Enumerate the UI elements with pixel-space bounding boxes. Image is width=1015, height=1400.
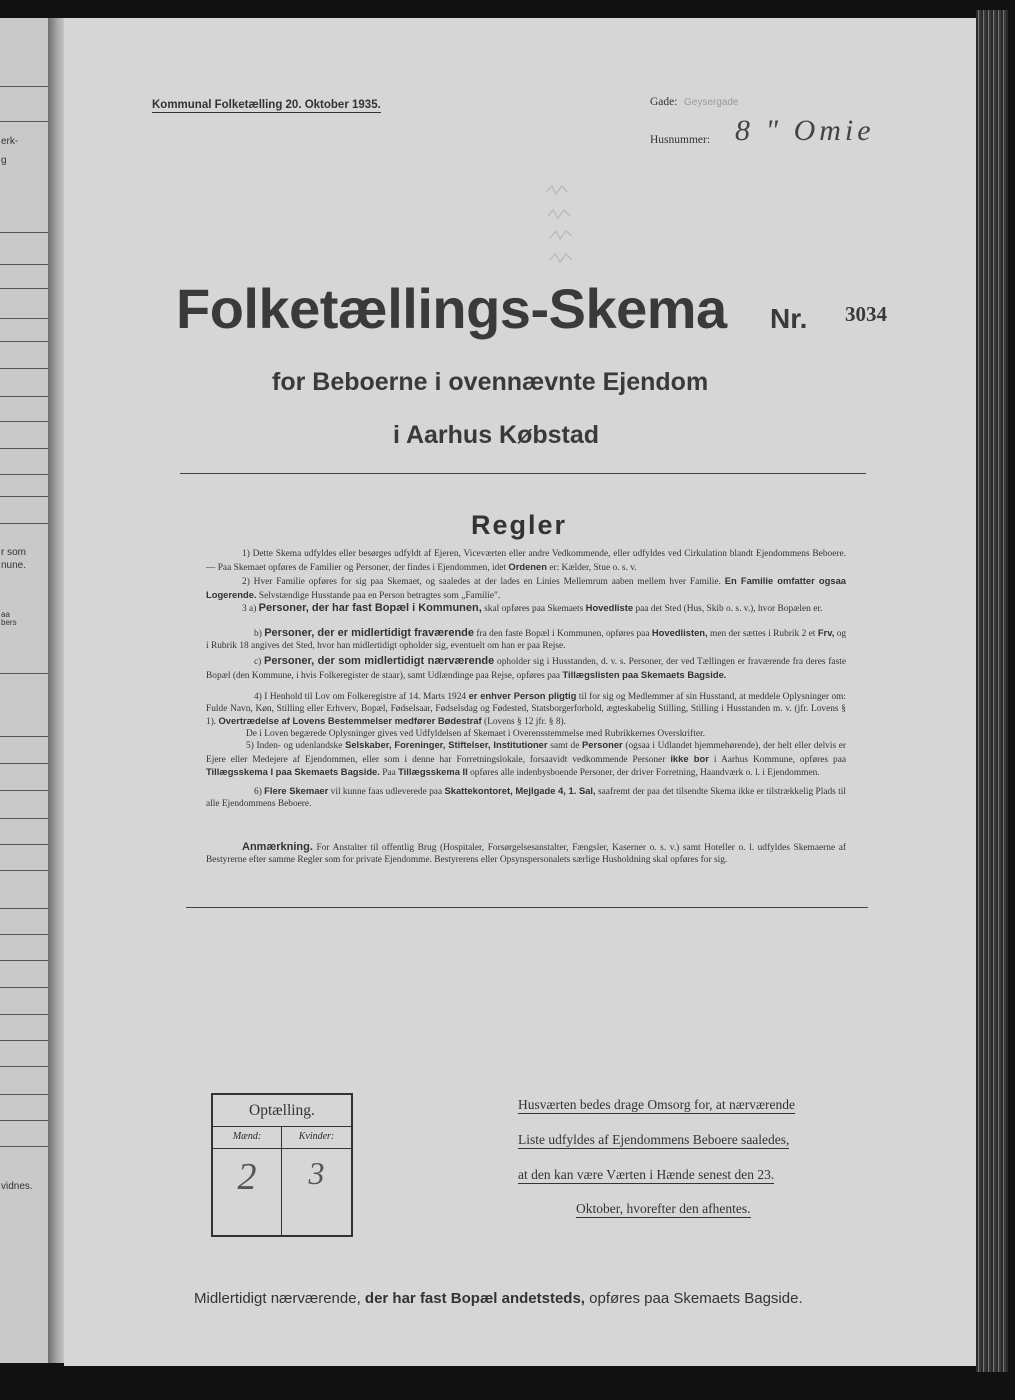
rule-paragraph-5: 5) Inden- og udenlandske Selskaber, Foreninger, Stiftelser, Institutioner samt de Personer (ogsaa i Udlandet hjemmehørende), der helt eller delvis er Ejere eller Medejere af Ejendommen, eller som i denne har Forretningslokale, forsaavidt vedkommende Personer ikke bor i Aarhus Kommune, opføres paa Tillægsskema I paa Skemaets Bagside. Paa Tillægsskema II opføres alle indenbysboende Personer, der driver Forretning, Haandværk o. l. i Ejendommen.	[206, 739, 847, 778]
left-fragment: nune.	[1, 560, 27, 571]
men-label: Mænd:	[213, 1126, 281, 1149]
census-title: Kommunal Folketælling 20. Oktober 1935.	[152, 99, 381, 111]
street-value: Geysergade	[684, 97, 739, 108]
house-number-value: 8 " Omie	[735, 114, 875, 147]
landlord-note-line: Husværten bedes drage Omsorg for, at nærværende	[518, 1097, 796, 1112]
rule-paragraph-3a: 3 a) Personer, der har fast Bopæl i Kommunen, skal opføres paa Skemaets Hovedliste paa det Sted (Hus, Skib o. s. v.), hvor Bopælen er.	[242, 602, 823, 614]
left-fragment: g	[1, 155, 7, 166]
page-stack-edge	[976, 10, 1008, 1372]
form-number-value: 3034	[845, 302, 887, 326]
left-fragment: bers	[1, 618, 17, 627]
faint-pencil-marks	[538, 180, 588, 289]
rule-paragraph-1: 1) Dette Skema udfyldes eller besørges udfyldt af Ejeren, Viceværten eller andre Vedkommende, eller udfyldes ved Cirkulation blandt Ejendommens Beboere. — Paa Skemaet opføres de Familier og Personer, der findes i Ejendommen, idet Ordenen er: Kælder, Stue o. s. v.	[206, 549, 846, 573]
form-title: Folketællings-Skema	[176, 277, 727, 340]
left-page-fragment	[0, 18, 48, 1363]
footer-note: Midlertidigt nærværende, der har fast Bopæl andetsteds, opføres paa Skemaets Bagside.	[194, 1290, 803, 1307]
rule-paragraph-2: 2) Hver Familie opføres for sig paa Skemaet, og saaledes at der lades en Linies Mellemrum aaben mellem hver Familie. En Familie omfatter ogsaa Logerende. Selvstændige Husstande paa en Person betragtes som „Familie".	[206, 575, 846, 601]
book-gutter	[48, 18, 64, 1363]
women-label: Kvinder:	[282, 1126, 351, 1149]
rule-paragraph-6: 6) Flere Skemaer vil kunne faas udleverede paa Skattekontoret, Mejlgade 4, 1. Sal, saafremt der paa det tilsendte Skema ikke er tilstrækkelig Plads til alle Ejendommens Beboere.	[206, 785, 847, 809]
divider	[180, 473, 866, 474]
count-box-title: Optælling.	[213, 1095, 351, 1127]
rule-paragraph-3b: b) Personer, der er midlertidigt fraværende fra den faste Bopæl i Kommunen, opføres paa Hovedlisten, men der sættes i Rubrik 2 et Frv, og i Rubrik 18 angives det Sted, hvor han midlertidigt opholder sig, eventuelt om han er paa Rejse.	[206, 627, 847, 651]
landlord-note-line: Liste udfyldes af Ejendommens Beboere saaledes,	[518, 1132, 790, 1147]
form-number-label: Nr.	[770, 303, 808, 334]
left-fragment: r som	[1, 547, 26, 558]
landlord-note-line: Oktober, hvorefter den afhentes.	[576, 1201, 751, 1216]
rule-paragraph-4: 4) I Henhold til Lov om Folkeregistre af 14. Marts 1924 er enhver Person pligtig til for sig og Medlemmer af sin Husstand, at meddele Oplysninger om: Fulde Navn, Køn, Stilling eller Erhverv, Bopæl, Fødselsaar, Fødselsdag og Fødested, Statsborgerforhold, ægteskabelig Stilling, Stilling i Husstanden m. v. (jfr. Lovens § 1). Overtrædelse af Lovens Bestemmelser medfører Bødestraf (Lovens § 12 jfr. § 8). De i Loven begærede Oplysninger gives ved Udfyldelsen af Skemaet i Overensstemmelse med Rubrikkernes Overskrifter.	[206, 690, 847, 739]
left-fragment: erk-	[1, 136, 19, 147]
left-fragment: vidnes.	[1, 1181, 33, 1192]
men-count: 2	[237, 1156, 257, 1198]
left-fragment: aa	[1, 610, 10, 619]
rule-paragraph-3c: c) Personer, der som midlertidigt nærværende opholder sig i Husstanden, d. v. s. Personer, der ved Tællingen er fraværende fra deres faste Bopæl (den Kommune, i hvis Folkeregister de staar), samt Udlændinge paa Rejse, opføres paa Tillægslisten paa Skemaets Bagside.	[206, 655, 847, 681]
street-label: Gade:	[650, 96, 678, 108]
form-location: i Aarhus Købstad	[393, 421, 600, 449]
remark-paragraph: Anmærkning. For Anstalter til offentlig Brug (Hospitaler, Forsørgelsesanstalter, Fængsler, Kaserner o. s. v.) samt Hoteller o. l. udfyldes Skemaerne af Bestyrerne efter samme Regler som for private Ejendomme. Bestyrerens eller Opsynspersonalets særlige Husholdning skal opføres for sig.	[206, 841, 847, 865]
landlord-note-line: at den kan være Værten i Hænde senest den 23.	[518, 1167, 775, 1182]
house-number-label: Husnummer:	[650, 134, 711, 146]
divider	[186, 907, 868, 908]
rules-heading: Regler	[471, 510, 568, 540]
count-box	[211, 1093, 353, 1237]
form-subtitle: for Beboerne i ovennævnte Ejendom	[272, 368, 709, 396]
women-count: 3	[308, 1155, 325, 1191]
